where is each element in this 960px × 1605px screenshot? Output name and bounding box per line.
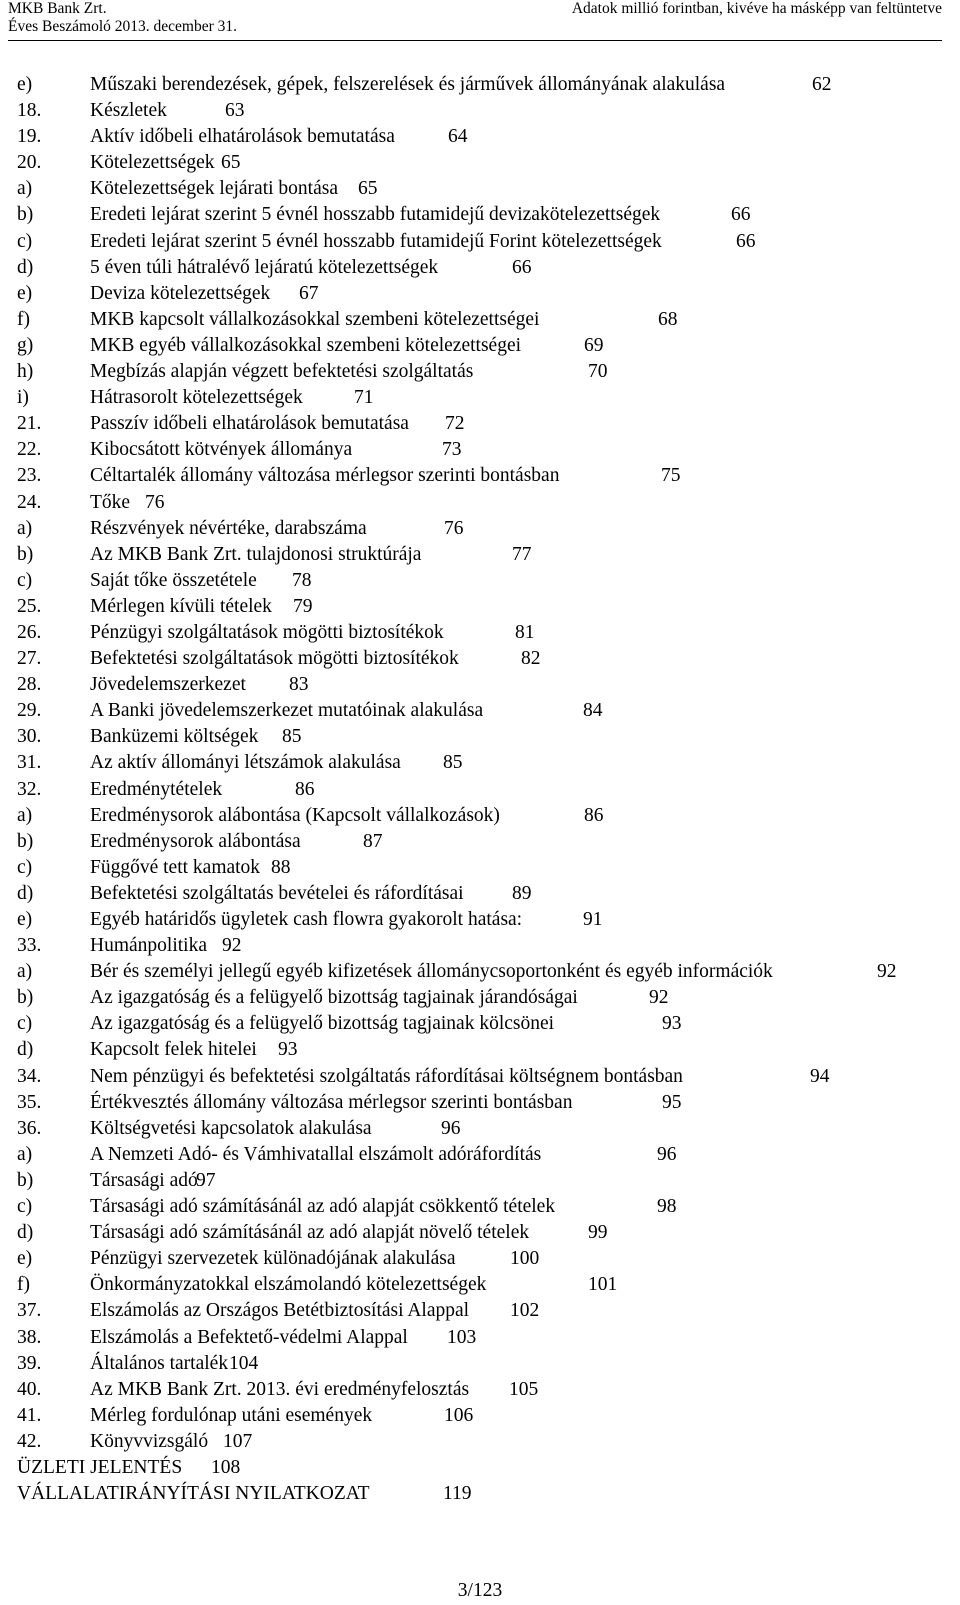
toc-entry-number: 23. xyxy=(17,465,42,487)
toc-entry xyxy=(17,855,952,881)
toc-entry xyxy=(17,150,952,176)
toc-entry-title: Költségvetési kapcsolatok alakulása xyxy=(90,1117,372,1139)
toc-entry-page: 65 xyxy=(358,178,378,200)
toc-entry-number: 37. xyxy=(17,1300,42,1322)
toc-entry-page: 108 xyxy=(211,1456,241,1478)
toc-entry-number: g) xyxy=(17,334,34,356)
toc-entry-title: Passzív időbeli elhatárolások bemutatása xyxy=(90,413,409,435)
toc-entry-page: 92 xyxy=(222,935,242,957)
toc-entry-page: 107 xyxy=(223,1430,253,1452)
toc-entry xyxy=(17,1064,952,1090)
toc-entry-page: 100 xyxy=(510,1248,540,1270)
toc-entry-page: 72 xyxy=(445,413,465,435)
toc-entry xyxy=(17,1090,952,1116)
toc-entry-number: d) xyxy=(17,1039,34,1061)
toc-entry-page: 102 xyxy=(510,1300,540,1322)
toc-entry-title: Általános tartalék xyxy=(90,1352,229,1374)
toc-entry-number: 24. xyxy=(17,491,42,513)
toc-entry xyxy=(17,959,952,985)
toc-entry-title: Jövedelemszerkezet xyxy=(90,674,246,696)
toc-entry xyxy=(17,333,952,359)
toc-entry-page: 101 xyxy=(588,1274,618,1296)
toc-entry-number: 42. xyxy=(17,1430,42,1452)
toc-entry-title: MKB egyéb vállalkozásokkal szembeni kötelezettségei xyxy=(90,334,522,356)
toc-entry-number: 39. xyxy=(17,1352,42,1374)
toc-entry xyxy=(17,803,952,829)
toc-entry xyxy=(17,1481,952,1507)
toc-entry-title: Nem pénzügyi és befektetési szolgáltatás ráfordításai költségnem bontásban xyxy=(90,1065,683,1087)
toc-entry xyxy=(17,124,952,150)
toc-entry-page: 95 xyxy=(662,1091,682,1113)
toc-entry xyxy=(17,98,952,124)
toc-entry-number: a) xyxy=(17,961,33,983)
toc-entry-title: VÁLLALATIRÁNYÍTÁSI NYILATKOZAT xyxy=(17,1483,370,1505)
toc-entry-page: 77 xyxy=(512,543,532,565)
toc-entry-number: 38. xyxy=(17,1326,42,1348)
toc-entry xyxy=(17,307,952,333)
toc-entry-title: Deviza kötelezettségek xyxy=(90,282,271,304)
toc-entry xyxy=(17,411,952,437)
toc-entry-number: 41. xyxy=(17,1404,42,1426)
toc-entry-number: h) xyxy=(17,361,34,383)
toc-entry-number: d) xyxy=(17,256,34,278)
toc-entry-number: 25. xyxy=(17,595,42,617)
toc-entry xyxy=(17,1455,952,1481)
toc-entry xyxy=(17,1194,952,1220)
toc-entry-title: Eredménytételek xyxy=(90,778,223,800)
toc-entry-page: 88 xyxy=(271,856,291,878)
toc-entry xyxy=(17,1377,952,1403)
toc-entry-number: d) xyxy=(17,1222,34,1244)
toc-entry xyxy=(17,1116,952,1142)
toc-entry-page: 65 xyxy=(221,152,241,174)
toc-entry-title: Társasági adó számításánál az adó alapját csökkentő tételek xyxy=(90,1196,556,1218)
toc-entry xyxy=(17,777,952,803)
toc-entry-page: 98 xyxy=(657,1196,677,1218)
toc-entry-page: 62 xyxy=(812,74,832,95)
toc-entry xyxy=(17,1220,952,1246)
toc-entry-number: f) xyxy=(17,308,30,330)
toc-entry-title: Elszámolás az Országos Betétbiztosítási Alappal xyxy=(90,1300,470,1322)
toc-entry-page: 96 xyxy=(657,1143,677,1165)
toc-entry xyxy=(17,1429,952,1455)
page-counter: 3/123 xyxy=(457,1580,503,1601)
toc-entry-title: Tőke xyxy=(90,491,131,513)
toc-entry xyxy=(17,255,952,281)
toc-entry xyxy=(17,568,952,594)
toc-entry-page: 66 xyxy=(736,230,756,252)
toc-entry-number: e) xyxy=(17,909,33,930)
toc-entry xyxy=(17,516,952,542)
toc-entry xyxy=(17,385,952,411)
toc-entry-page: 92 xyxy=(649,987,669,1009)
toc-entry-number: 18. xyxy=(17,100,42,122)
toc-entry-number: i) xyxy=(17,387,29,409)
toc-entry-number: 27. xyxy=(17,648,42,670)
toc-entry-number: c) xyxy=(17,1013,33,1035)
toc-entry-title: Értékvesztés állomány változása mérlegsor szerinti bontásban xyxy=(90,1091,573,1113)
toc-entry xyxy=(17,1298,952,1324)
toc-entry-number: 21. xyxy=(17,413,42,435)
header-divider xyxy=(8,40,942,41)
toc-entry-number: e) xyxy=(17,1248,33,1270)
toc-entry xyxy=(17,724,952,750)
toc-entry-number: 30. xyxy=(17,726,42,748)
toc-entry-title: Önkormányzatokkal elszámolandó kötelezettségek xyxy=(90,1274,487,1296)
toc-entry xyxy=(17,176,952,202)
toc-entry-title: Befektetési szolgáltatás bevételei és ráfordításai xyxy=(90,882,464,904)
toc-entry-title: Készletek xyxy=(90,100,167,122)
toc-entry xyxy=(17,907,952,933)
toc-entry-title: Mérleg fordulónap utáni események xyxy=(90,1404,373,1426)
toc-entry-title: Megbízás alapján végzett befektetési szolgáltatás xyxy=(90,361,474,383)
toc-entry-title: Hátrasorolt kötelezettségek xyxy=(90,387,303,409)
toc-entry xyxy=(17,620,952,646)
toc-entry-page: 76 xyxy=(444,517,464,539)
toc-entry-number: d) xyxy=(17,882,34,904)
toc-entry-page: 64 xyxy=(448,126,468,148)
toc-entry-title: Eredeti lejárat szerint 5 évnél hosszabb futamidejű devizakötelezettségek xyxy=(90,204,661,226)
toc-entry xyxy=(17,698,952,724)
toc-entry-page: 96 xyxy=(441,1117,461,1139)
toc-entry-number: b) xyxy=(17,543,34,565)
toc-entry-title: Társasági adó számításánál az adó alapját növelő tételek xyxy=(90,1222,530,1244)
toc-entry xyxy=(17,985,952,1011)
toc-entry-number: e) xyxy=(17,282,33,304)
toc-entry-page: 93 xyxy=(278,1039,298,1061)
toc-entry-page: 85 xyxy=(282,726,302,748)
toc-entry xyxy=(17,281,952,307)
toc-entry xyxy=(17,1325,952,1351)
toc-entry-title: Kapcsolt felek hitelei xyxy=(90,1039,257,1061)
toc-entry xyxy=(17,1168,952,1194)
toc-entry-title: Kötelezettségek lejárati bontása xyxy=(90,178,338,200)
toc-entry-number: 33. xyxy=(17,935,42,957)
toc-entry-title: Saját tőke összetétele xyxy=(90,569,257,591)
toc-entry-page: 79 xyxy=(293,595,313,617)
toc-entry-page: 83 xyxy=(289,674,309,696)
toc-entry xyxy=(17,437,952,463)
toc-entry-page: 63 xyxy=(225,100,245,122)
toc-entry-title: Könyvvizsgáló xyxy=(90,1430,209,1452)
toc-entry xyxy=(17,829,952,855)
toc-entry-title: Műszaki berendezések, gépek, felszerelések és járművek állományának alakulása xyxy=(90,74,726,95)
toc-entry-title: Humánpolitika xyxy=(90,935,207,957)
toc-entry-page: 86 xyxy=(584,804,604,826)
toc-entry-title: Banküzemi költségek xyxy=(90,726,259,748)
toc-entry-title: Befektetési szolgáltatások mögötti biztosítékok xyxy=(90,648,459,670)
toc-entry xyxy=(17,72,952,98)
toc-entry-title: ÜZLETI JELENTÉS xyxy=(17,1456,183,1478)
toc-entry-number: c) xyxy=(17,569,33,591)
toc-entry-title: Mérlegen kívüli tételek xyxy=(90,595,272,617)
toc-entry-number: 29. xyxy=(17,700,42,722)
toc-entry-page: 73 xyxy=(442,439,462,461)
toc-entry xyxy=(17,542,952,568)
toc-entry-page: 104 xyxy=(229,1352,259,1374)
toc-entry-number: a) xyxy=(17,1143,33,1165)
toc-entry-title: Részvények névértéke, darabszáma xyxy=(90,517,367,539)
toc-entry-number: 26. xyxy=(17,621,42,643)
toc-entry-page: 106 xyxy=(444,1404,474,1426)
toc-entry-page: 71 xyxy=(354,387,374,409)
toc-entry-number: c) xyxy=(17,1196,33,1218)
toc-entry-page: 81 xyxy=(515,621,535,643)
toc-entry-page: 103 xyxy=(447,1326,477,1348)
toc-entry xyxy=(17,229,952,255)
toc-entry-page: 94 xyxy=(810,1065,830,1087)
toc-entry-number: a) xyxy=(17,804,33,826)
toc-entry-title: Bér és személyi jellegű egyéb kifizetések állománycsoportonként és egyéb információk xyxy=(90,961,773,983)
toc-entry-page: 75 xyxy=(661,465,681,487)
toc-entry-number: 32. xyxy=(17,778,42,800)
toc-entry-title: Az MKB Bank Zrt. tulajdonosi struktúrája xyxy=(90,543,422,565)
toc-entry-title: Társasági adó xyxy=(90,1169,198,1191)
toc-entry-title: Elszámolás a Befektető-védelmi Alappal xyxy=(90,1326,408,1348)
toc-entry-number: b) xyxy=(17,1169,34,1191)
toc-entry-page: 87 xyxy=(363,830,383,852)
toc-entry xyxy=(17,359,952,385)
toc-entry-title: MKB kapcsolt vállalkozásokkal szembeni kötelezettségei xyxy=(90,308,540,330)
toc-entry-title: Eredeti lejárat szerint 5 évnél hosszabb futamidejű Forint kötelezettségek xyxy=(90,230,662,252)
toc-entry xyxy=(17,1037,952,1063)
toc-entry-number: 22. xyxy=(17,439,42,461)
toc-entry-number: 34. xyxy=(17,1065,42,1087)
toc-entry xyxy=(17,1272,952,1298)
toc-entry-page: 68 xyxy=(658,308,678,330)
toc-entry-page: 66 xyxy=(731,204,751,226)
toc-entry-page: 86 xyxy=(295,778,315,800)
toc-entry-number: a) xyxy=(17,517,33,539)
toc-entry-title: Az MKB Bank Zrt. 2013. évi eredményfelosztás xyxy=(90,1378,470,1400)
toc-entry-title: Eredménysorok alábontása (Kapcsolt vállalkozások) xyxy=(90,804,500,826)
page-header xyxy=(0,0,960,44)
toc-entry xyxy=(17,1403,952,1429)
toc-entry-page: 70 xyxy=(588,361,608,383)
toc-entry-page: 67 xyxy=(299,282,319,304)
toc-entry-title: Aktív időbeli elhatárolások bemutatása xyxy=(90,126,395,148)
toc-entry-number: 36. xyxy=(17,1117,42,1139)
toc-entry-title: Kibocsátott kötvények állománya xyxy=(90,439,353,461)
header-units-note: Adatok millió forintban, kivéve ha másképp van feltüntetve xyxy=(571,0,942,17)
header-bank-name: MKB Bank Zrt. xyxy=(8,0,107,17)
toc-entry-page: 69 xyxy=(584,334,604,356)
toc-entry xyxy=(17,672,952,698)
toc-entry-title: Függővé tett kamatok xyxy=(90,856,261,878)
toc-entry xyxy=(17,881,952,907)
toc-entry-page: 84 xyxy=(583,700,603,722)
toc-entry-number: 31. xyxy=(17,752,42,774)
toc-entry-title: A Nemzeti Adó- és Vámhivatallal elszámolt adóráfordítás xyxy=(90,1143,542,1165)
toc-entry-page: 99 xyxy=(588,1222,608,1244)
toc-entry xyxy=(17,933,952,959)
toc-entry-number: c) xyxy=(17,856,33,878)
toc-entry-number: b) xyxy=(17,204,34,226)
toc-entry-title: Az igazgatóság és a felügyelő bizottság tagjainak járandóságai xyxy=(90,987,578,1009)
toc-entry-page: 93 xyxy=(662,1013,682,1035)
toc-entry-page: 119 xyxy=(443,1483,472,1505)
toc-entry-title: Kötelezettségek xyxy=(90,152,215,174)
toc-entry-page: 82 xyxy=(521,648,541,670)
toc-entry xyxy=(17,463,952,489)
toc-entry-number: 40. xyxy=(17,1378,42,1400)
toc-entry-page: 91 xyxy=(583,909,603,930)
table-of-contents xyxy=(17,72,952,1507)
toc-entry-page: 92 xyxy=(877,961,897,983)
toc-entry-number: b) xyxy=(17,830,34,852)
toc-entry xyxy=(17,594,952,620)
toc-entry-number: 19. xyxy=(17,126,42,148)
toc-entry-number: 20. xyxy=(17,152,42,174)
toc-entry-page: 78 xyxy=(292,569,312,591)
toc-entry-page: 66 xyxy=(512,256,532,278)
toc-entry-number: c) xyxy=(17,230,33,252)
toc-entry xyxy=(17,1246,952,1272)
toc-entry-page: 85 xyxy=(443,752,463,774)
toc-entry-title: Egyéb határidős ügyletek cash flowra gyakorolt hatása: xyxy=(90,909,523,930)
toc-entry-number: a) xyxy=(17,178,33,200)
toc-entry-title: Az aktív állományi létszámok alakulása xyxy=(90,752,401,774)
toc-entry-title: Céltartalék állomány változása mérlegsor szerinti bontásban xyxy=(90,465,560,487)
toc-entry-page: 76 xyxy=(145,491,165,513)
toc-entry-page: 97 xyxy=(196,1169,216,1191)
toc-entry xyxy=(17,202,952,228)
toc-entry xyxy=(17,490,952,516)
toc-entry-title: Az igazgatóság és a felügyelő bizottság tagjainak kölcsönei xyxy=(90,1013,555,1035)
toc-entry-title: 5 éven túli hátralévő lejáratú kötelezettségek xyxy=(90,256,439,278)
toc-entry-title: A Banki jövedelemszerkezet mutatóinak alakulása xyxy=(90,700,484,722)
toc-entry-number: b) xyxy=(17,987,34,1009)
toc-entry-page: 105 xyxy=(509,1378,539,1400)
header-report-title: Éves Beszámoló 2013. december 31. xyxy=(8,18,237,35)
toc-entry-page: 89 xyxy=(512,882,532,904)
toc-entry-title: Pénzügyi szervezetek különadójának alakulása xyxy=(90,1248,456,1270)
toc-entry-number: 28. xyxy=(17,674,42,696)
toc-entry xyxy=(17,1142,952,1168)
toc-entry-title: Eredménysorok alábontása xyxy=(90,830,301,852)
toc-entry xyxy=(17,750,952,776)
toc-entry-title: Pénzügyi szolgáltatások mögötti biztosítékok xyxy=(90,621,444,643)
toc-entry-number: 35. xyxy=(17,1091,42,1113)
toc-entry-number: e) xyxy=(17,74,33,95)
toc-entry xyxy=(17,646,952,672)
toc-entry-number: f) xyxy=(17,1274,30,1296)
toc-entry xyxy=(17,1351,952,1377)
toc-entry xyxy=(17,1011,952,1037)
